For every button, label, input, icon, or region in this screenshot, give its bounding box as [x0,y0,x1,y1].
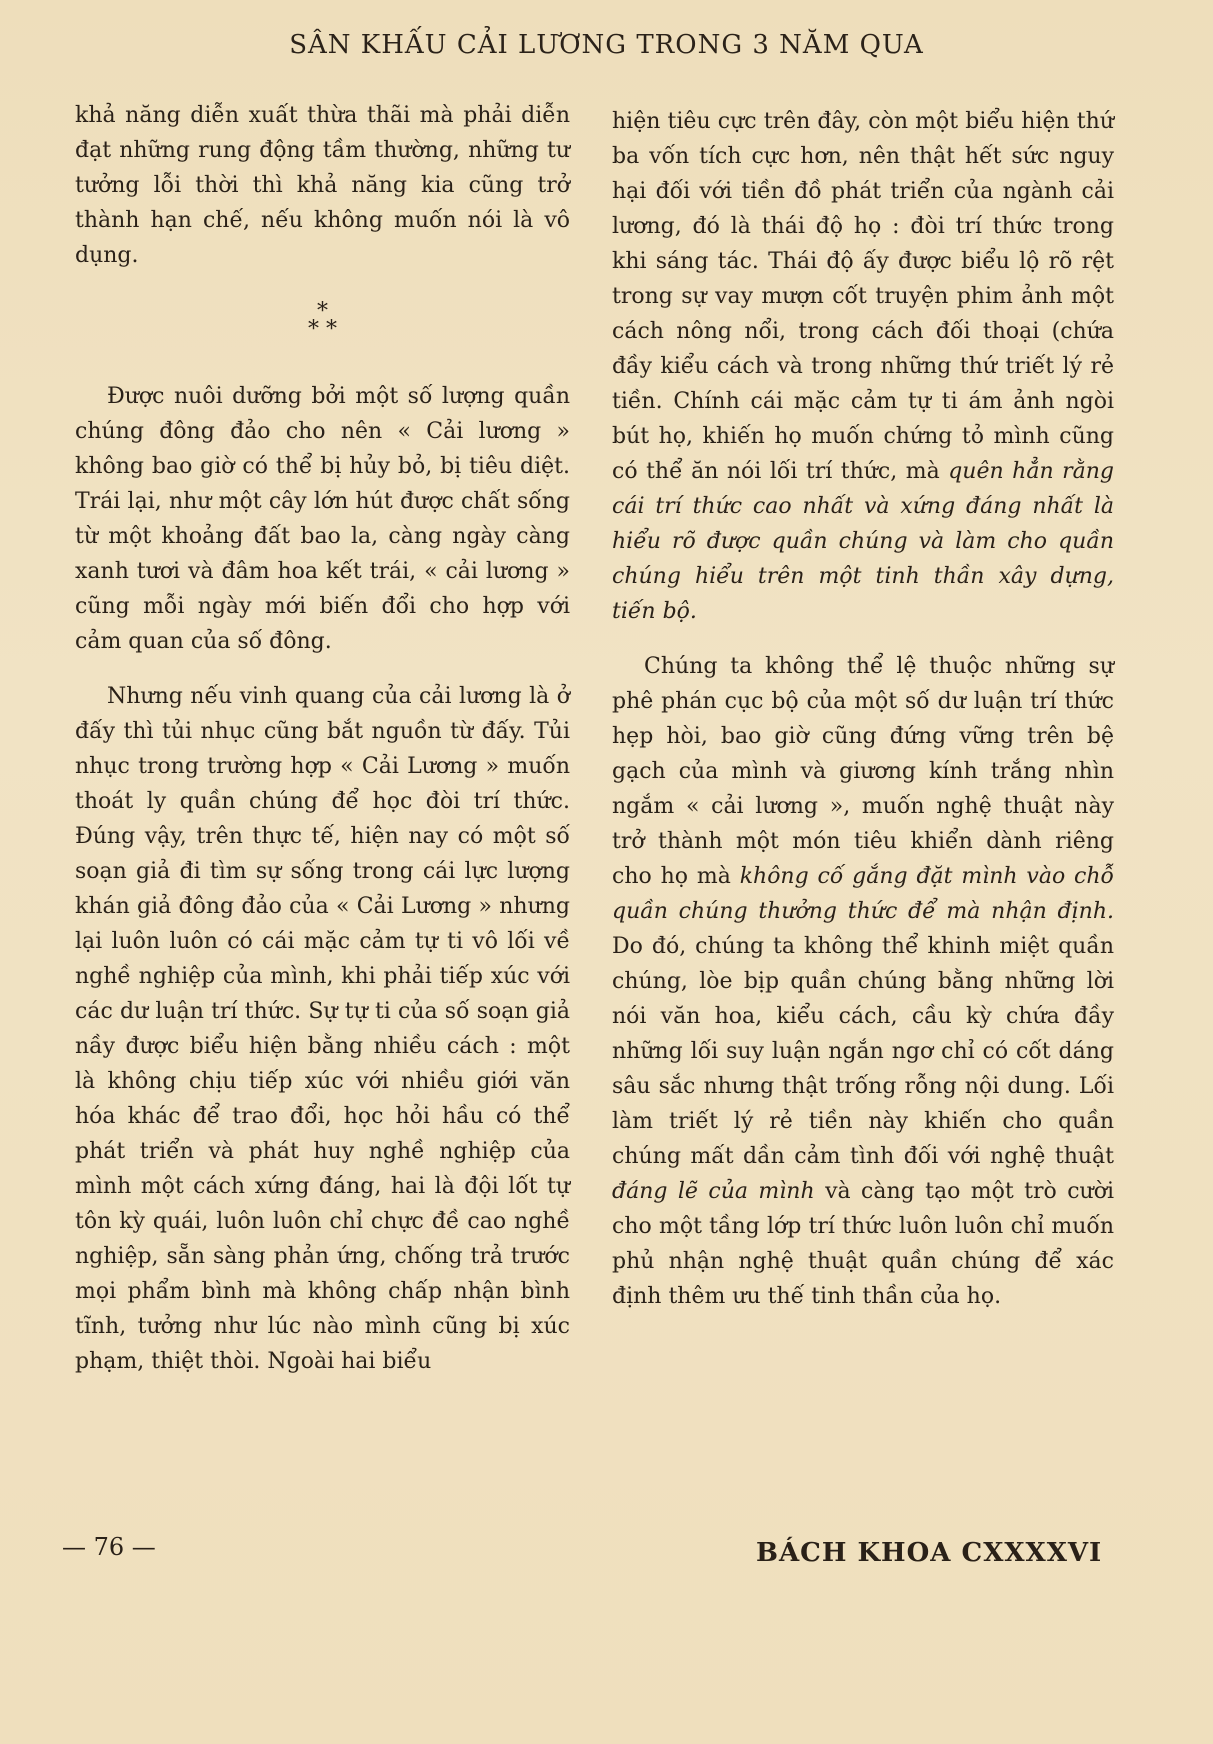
publication-title: BÁCH KHOA CXXXXVI [756,1538,1103,1568]
right-paragraph-2-text-b: Do đó, chúng ta không thể khinh miệt quần chúng, lòe bịp quần chúng bằng những lời nói văn hoa, kiểu cách, cầu kỳ chứa đầy những lối suy luận ngắn ngơ chỉ có cốt dáng sâu sắc nhưng thật trống rỗng nội dung. Lối làm triết lý rẻ tiền này khiến cho quần chúng mất dần cảm tình đối với nghệ thuật [612,934,1114,1169]
left-column [75,98,570,1379]
asterism-bottom: * * [308,317,337,342]
right-paragraph-1-text: hiện tiêu cực trên đây, còn một biểu hiện thứ ba vốn tích cực hơn, nên thật hết sức nguy hại đối với tiền đồ phát triển của ngành cải lương, đó là thái độ họ : đòi trí thức trong khi sáng tác. Thái độ ấy được biểu lộ rõ rệt trong sự vay mượn cốt truyện phim ảnh một cách nông nổi, trong cách đối thoại (chứa đầy kiểu cách và trong những thứ triết lý rẻ tiền. Chính cái mặc cảm tự ti ám ảnh ngòi bút họ, khiến họ muốn chứng tỏ mình cũng có thể ăn nói lối trí thức, mà [612,109,1114,484]
right-paragraph-2-text-a: Chúng ta không thể lệ thuộc những sự phê phán cục bộ của một số dư luận trí thức hẹp hòi, bao giờ cũng đứng vững trên bệ gạch của mình và giương kính trắng nhìn ngắm « cải lương », muốn nghệ thuật này trở thành một món tiêu khiển dành riêng cho họ mà [612,654,1114,889]
right-paragraph-1 [612,104,1114,629]
right-paragraph-1-italic: quên hẳn rằng cái trí thức cao nhất và xứng đáng nhất là hiểu rõ được quần chúng và làm cho quần chúng hiểu trên một tinh thần xây dựng, tiến bộ. [612,459,1114,624]
right-paragraph-2-text-c: và càng tạo một trò cười cho một tầng lớp trí thức luôn luôn chỉ muốn phủ nhận nghệ thuật quần chúng để xác định thêm ưu thế tinh thần của họ. [612,1179,1114,1309]
section-asterism [75,299,570,342]
right-column [612,104,1114,1314]
asterism-top: * [317,299,328,324]
right-paragraph-2 [612,649,1114,1314]
left-paragraph-2: Được nuôi dưỡng bởi một số lượng quần chúng đông đảo cho nên « Cải lương » không bao giờ có thể bị hủy bỏ, bị tiêu diệt. Trái lại, như một cây lớn hút được chất sống từ một khoảng đất bao la, càng ngày càng xanh tươi và đâm hoa kết trái, « cải lương » cũng mỗi ngày mới biến đổi cho hợp với cảm quan của số đông. [75,384,570,654]
page-number: — 76 — [62,1533,156,1561]
right-paragraph-2-italic-2: đáng lẽ của mình [612,1179,815,1204]
left-paragraph-3: Nhưng nếu vinh quang của cải lương là ở đấy thì tủi nhục cũng bắt nguồn từ đấy. Tủi nhục trong trường hợp « Cải Lương » muốn thoát ly quần chúng để học đòi trí thức. Đúng vậy, trên thực tế, hiện nay có một số soạn giả đi tìm sự sống trong cái lực lượng khán giả đông đảo của « Cải Lương » nhưng lại luôn luôn có cái mặc cảm tự ti vô lối về nghề nghiệp của mình, khi phải tiếp xúc với các dư luận trí thức. Sự tự ti của số soạn giả nầy được biểu hiện bằng nhiều cách : một là không chịu tiếp xúc với nhiều giới văn hóa khác để trao đổi, học hỏi hầu có thể phát triển và phát huy nghề nghiệp của mình một cách xứng đáng, hai là đội lốt tự tôn kỳ quái, luôn luôn chỉ chực đề cao nghề nghiệp, sẵn sàng phản ứng, chống trả trước mọi phẩm bình mà không chấp nhận bình tĩnh, tưởng như lúc nào mình cũng bị xúc phạm, thiệt thòi. Ngoài hai biểu [75,684,570,1374]
right-paragraph-2-italic-1: không cố gắng đặt mình vào chỗ quần chúng thưởng thức để mà nhận định. [612,864,1114,924]
left-paragraph-1: khả năng diễn xuất thừa thãi mà phải diễn đạt những rung động tầm thường, những tư tưởng lỗi thời thì khả năng kia cũng trở thành hạn chế, nếu không muốn nói là vô dụng. [75,103,570,268]
page-header-title: SÂN KHẤU CẢI LƯƠNG TRONG 3 NĂM QUA [289,30,924,60]
